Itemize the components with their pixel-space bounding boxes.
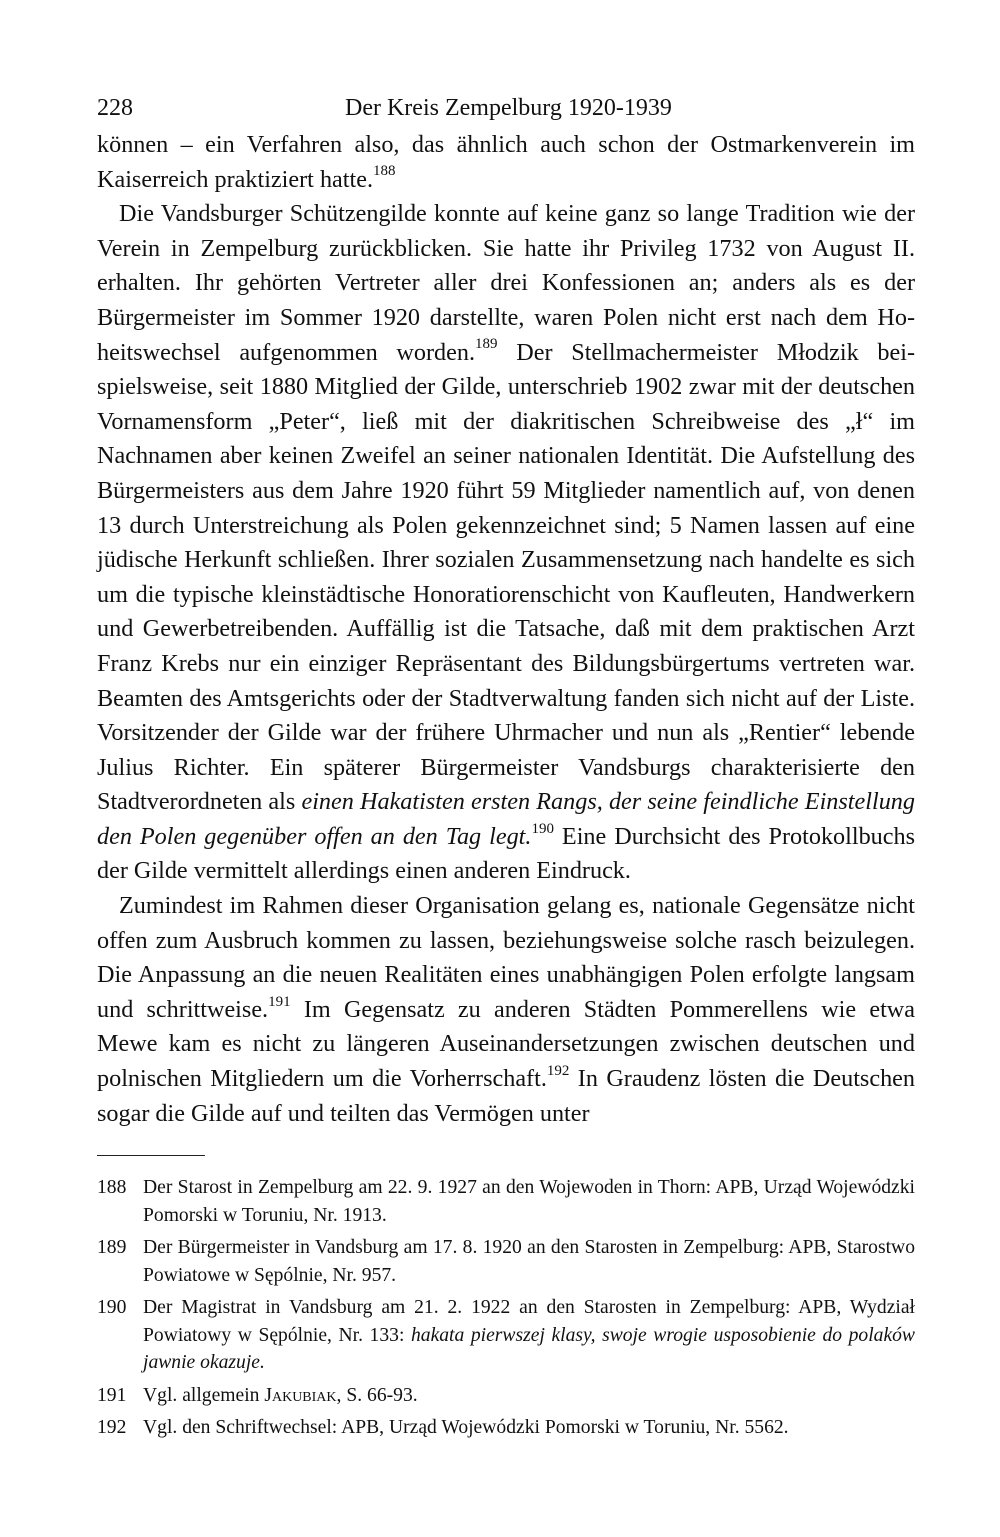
footnote: [97, 1174, 915, 1229]
footnote-quotation: hakata pierwszej klasy, swoje wrogie usposobienie do polaków jawnie okazuje.: [143, 1324, 916, 1373]
quotation: einen Hakatisten ersten Rangs, der seine feindliche Einstellung den Polen gegenüber offen an den Tag legt.: [97, 788, 915, 850]
footnote-ref: 192: [546, 1062, 570, 1079]
text-run: können – ein Verfahren also, das ähnlich auch schon der Ostmarkenverein im Kaiserreich praktiziert hatte.: [97, 131, 915, 193]
footnote-number: 189: [97, 1237, 127, 1258]
footnote-number: 191: [97, 1384, 127, 1406]
text-run: Zumindest im Rahmen dieser Organisation gelang es, nationale Gegensätze nicht offen zum Ausbruch kommen zu lassen, beziehungsweise solche rasch beizulegen. Die Anpassung an die neuen Realitäten eines unabhängigen Polen erfolgte langsam und schrittweise.: [97, 892, 915, 1023]
footnote-text: Der Magistrat in Vandsburg am 21. 2. 1922 an den Starosten in Zempelburg: APB, Wydział Powiatowy w Sępólnie, Nr. 133:: [143, 1297, 915, 1346]
paragraph: [97, 889, 915, 1131]
footnote-text: Vgl. den Schriftwechsel: APB, Urząd Wojewódzki Pomorski w Toruniu, Nr. 5562.: [143, 1417, 789, 1438]
footnote-text: Vgl. allgemein: [143, 1384, 265, 1406]
footnote-number: 192: [97, 1417, 127, 1438]
footnote-text: Der Starost in Zempelburg am 22. 9. 1927 an den Wojewoden in Thorn: APB, Urząd Wojewódzki Pomorski w Toruniu, Nr. 1913.: [143, 1177, 915, 1226]
footnote-ref: 188: [373, 163, 396, 180]
page-header: [97, 88, 915, 128]
book-page: [97, 88, 916, 1438]
footnotes: [97, 1174, 915, 1447]
paragraph: [97, 128, 915, 197]
main-text: [97, 128, 915, 1131]
footnote: [97, 1414, 915, 1442]
page-number: 228: [97, 95, 133, 121]
text-run: Der Stellmachermeister Młodzik beispielsweise, seit 1880 Mitglied der Gilde, unterschrieb 1902 zwar mit der deutschen Vornamensform „Peter“, ließ mit der diakritischen Schreibweise des „ł“ im Nachnamen aber keinen Zweifel an seiner nationalen Identität. Die Aufstellung des Bürgermeisters aus dem Jahre 1920 führt 59 Mitglieder namentlich auf, von denen 13 durch Unterstreichung als Polen gekennzeichnet sind; 5 Namen lassen auf eine jüdische Herkunft schließen. Ihrer sozialen Zusammensetzung nach handelte es sich um die typische kleinstädtische Honoratiorenschicht von Kaufleuten, Handwerkern und Gewerbetreibenden. Auffällig ist die Tatsache, daß mit dem praktischen Arzt Franz Krebs nur ein einziger Repräsentant des Bildungsbürgertums vertreten war. Beamten des Amtsgerichts oder der Stadtverwaltung fanden sich nicht auf der Liste. Vorsitzender der Gilde war der frühere Uhrmacher und nun als „Rentier“ lebende Julius Richter. Ein späterer Bürgermeister Vandsburgs charakterisierte den Stadtverordneten als: [97, 338, 916, 816]
footnote-number: 188: [97, 1177, 127, 1198]
footnote: [97, 1294, 915, 1377]
footnote-ref: 190: [531, 820, 554, 837]
running-title: Der Kreis Zempelburg 1920-1939: [345, 95, 672, 121]
footnote-ref: 189: [475, 336, 498, 353]
footnote-number: 190: [97, 1297, 127, 1318]
footnote: [97, 1382, 915, 1410]
text-run: Eine Durchsicht des Protokollbuchs der Gilde vermittelt allerdings einen anderen Eindruck.: [97, 822, 916, 885]
footnote: [97, 1234, 915, 1289]
paragraph: [97, 197, 915, 889]
footnote-divider: [97, 1155, 205, 1156]
author-name: Jakubiak: [264, 1384, 337, 1406]
footnote-text: , S. 66-93.: [336, 1384, 418, 1406]
text-run: In Graudenz lösten die Deutschen sogar die Gilde auf und teilten das Vermögen unter: [97, 1065, 915, 1127]
text-run: Im Gegensatz zu anderen Städten Pommerellens wie etwa Mewe kam es nicht zu längeren Auseinandersetzungen zwischen deutschen und polnischen Mitgliedern um die Vorherrschaft.: [97, 995, 916, 1093]
text-run: Die Vandsburger Schützengilde konnte auf keine ganz so lange Tradition wie der Verein in Zempelburg zurückblicken. Sie hatte ihr Privileg 1732 von August II. erhalten. Ihr gehörten Vertreter aller drei Konfessionen an; anders als es der Bürgermeister im Sommer 1920 darstellte, waren Polen nicht erst nach dem Hoheitswechsel aufgenommen worden.: [97, 200, 915, 366]
footnote-ref: 191: [268, 993, 291, 1010]
footnote-text: Der Bürgermeister in Vandsburg am 17. 8. 1920 an den Starosten in Zempelburg: APB, Starostwo Powiatowe w Sępólnie, Nr. 957.: [143, 1237, 915, 1286]
